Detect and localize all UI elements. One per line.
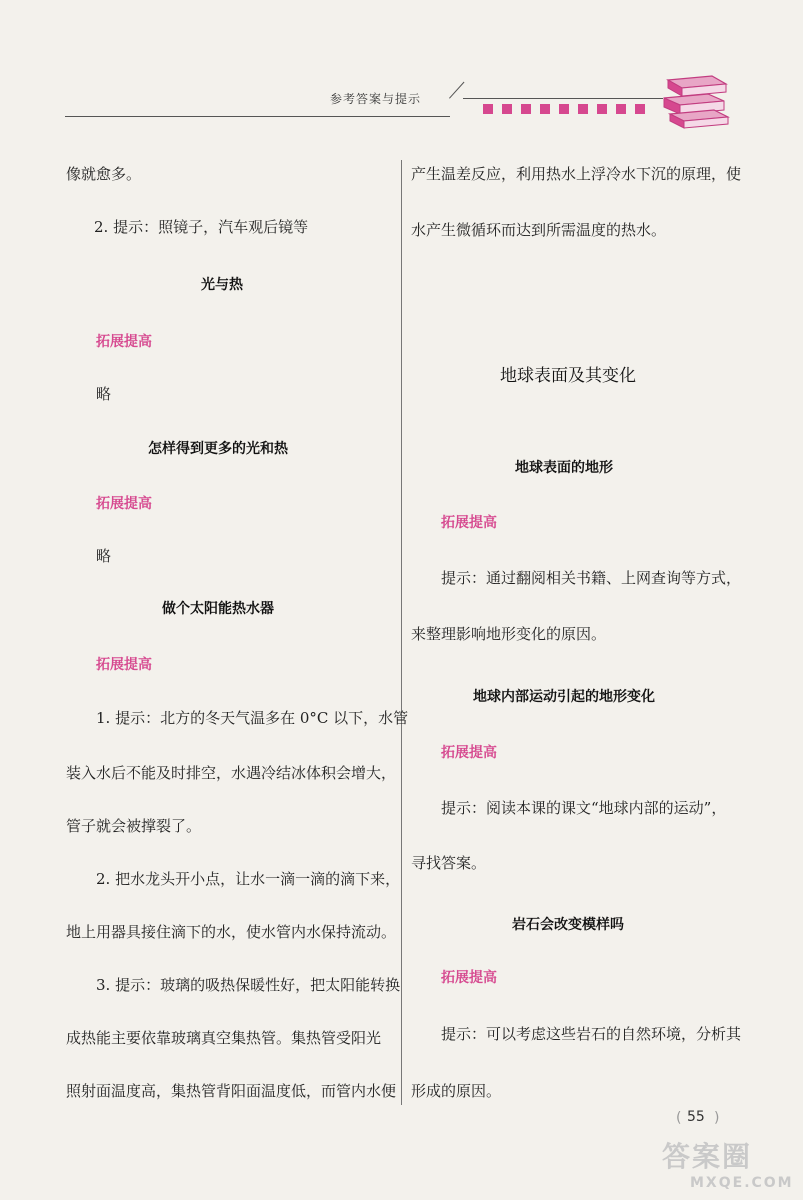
books-icon xyxy=(660,70,730,130)
extension-tag: 拓展提高 xyxy=(441,515,497,531)
left-text-line: 略 xyxy=(96,547,112,565)
extension-tag: 拓展提高 xyxy=(441,745,497,761)
section-heading: 地球表面的地形 xyxy=(515,460,613,476)
left-text-line: 略 xyxy=(96,385,112,403)
right-text-line: 提示：阅读本课的课文“地球内部的运动”， xyxy=(441,799,727,817)
extension-tag: 拓展提高 xyxy=(96,496,152,512)
right-text-line: 提示：可以考虑这些岩石的自然环境，分析其 xyxy=(441,1025,742,1043)
chapter-heading: 地球表面及其变化 xyxy=(500,366,636,386)
left-text-line: 像就愈多。 xyxy=(66,165,142,183)
right-text-line: 形成的原因。 xyxy=(411,1082,502,1100)
left-text-line: 成热能主要依靠玻璃真空集热管。集热管受阳光 xyxy=(66,1029,382,1047)
left-text-line: 管子就会被撑裂了。 xyxy=(66,817,202,835)
section-heading: 光与热 xyxy=(201,277,243,293)
right-text-line: 提示：通过翻阅相关书籍、上网查询等方式， xyxy=(441,569,742,587)
section-heading: 地球内部运动引起的地形变化 xyxy=(473,689,655,705)
right-text-line: 来整理影响地形变化的原因。 xyxy=(411,625,607,643)
header-rule-slant xyxy=(449,82,464,99)
right-text-line: 产生温差反应，利用热水上浮冷水下沉的原理，使 xyxy=(411,165,742,183)
header-squares xyxy=(483,104,645,114)
left-text-line: 3. 提示：玻璃的吸热保暖性好，把太阳能转换 xyxy=(96,976,401,994)
left-text-line: 装入水后不能及时排空，水遇冷结冰体积会增大， xyxy=(66,764,397,782)
extension-tag: 拓展提高 xyxy=(96,334,152,350)
left-text-line: 2. 提示：照镜子，汽车观后镜等 xyxy=(94,218,309,236)
extension-tag: 拓展提高 xyxy=(441,970,497,986)
page-number: 55 xyxy=(687,1109,705,1125)
right-text-line: 水产生微循环而达到所需温度的热水。 xyxy=(411,221,667,239)
header-rule xyxy=(65,116,450,117)
left-text-line: 照射面温度高，集热管背阳面温度低，而管内水便 xyxy=(66,1082,397,1100)
section-heading: 怎样得到更多的光和热 xyxy=(148,441,288,457)
section-heading: 岩石会改变模样吗 xyxy=(512,917,624,933)
right-text-line: 寻找答案。 xyxy=(411,854,487,872)
column-divider xyxy=(401,160,402,1105)
page-number-deco-left: ( xyxy=(676,1110,682,1126)
section-heading: 做个太阳能热水器 xyxy=(162,601,274,617)
header-rule-upper xyxy=(463,98,663,99)
page-number-deco-right: ) xyxy=(714,1110,720,1126)
watermark-url: MXQE.COM xyxy=(690,1175,794,1191)
left-text-line: 地上用器具接住滴下的水，使水管内水保持流动。 xyxy=(66,923,397,941)
header-title: 参考答案与提示 xyxy=(330,92,422,106)
left-text-line: 2. 把水龙头开小点，让水一滴一滴的滴下来， xyxy=(96,870,401,888)
watermark xyxy=(662,1135,797,1195)
watermark-logo-text: 答案圈 xyxy=(662,1140,753,1173)
extension-tag: 拓展提高 xyxy=(96,657,152,673)
left-text-line: 1. 提示：北方的冬天气温多在 0°C 以下，水管 xyxy=(96,709,409,727)
